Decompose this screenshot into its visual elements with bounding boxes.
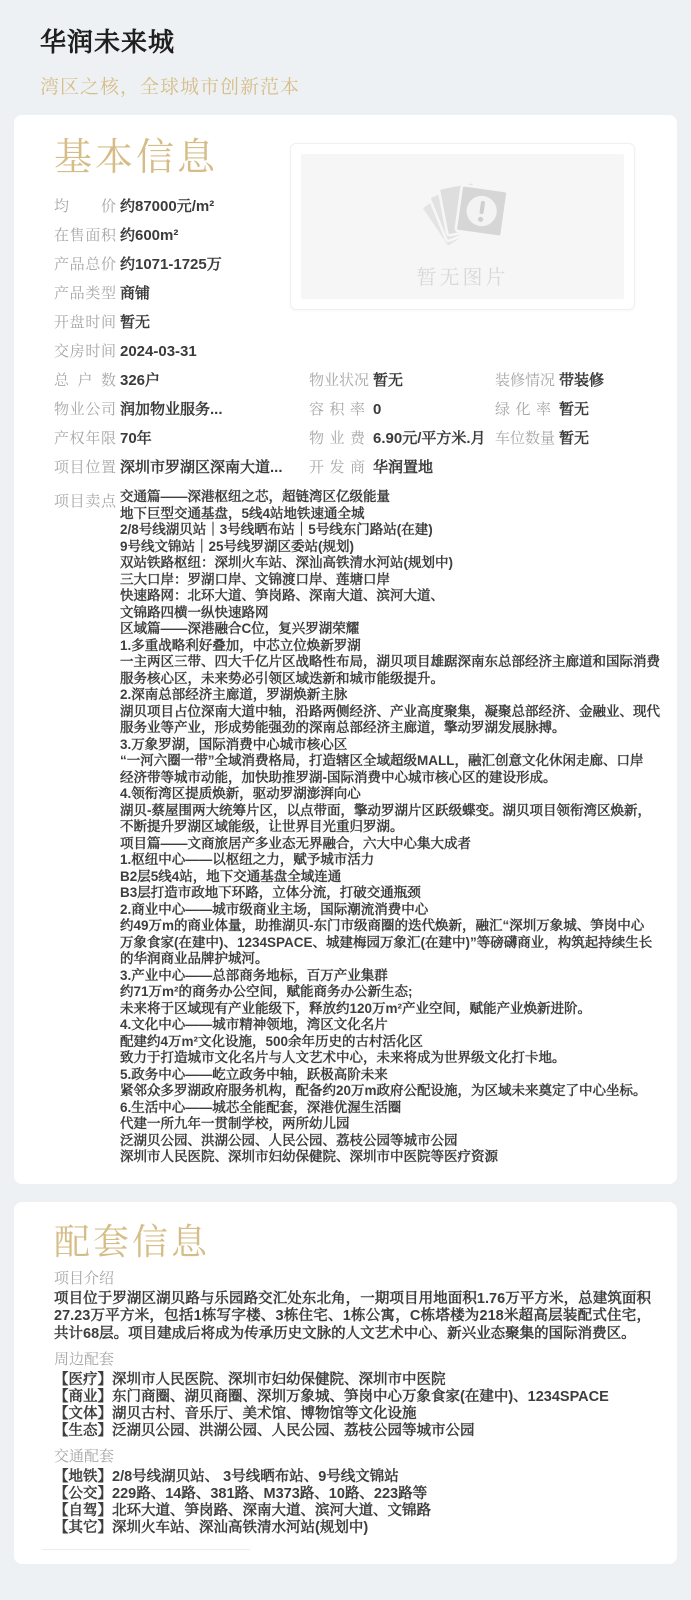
field-value: 约87000元/m² (120, 198, 215, 215)
field-grid-row (54, 369, 651, 398)
selling-point-line: 不断提升罗湖区域能级，让世界目光重归罗湖。 (120, 819, 404, 834)
selling-points-text (120, 489, 660, 1166)
selling-point-line: 5.政务中心——屹立政务中轴，跃极高阶未来 (120, 1066, 388, 1082)
field-label: 物业费 (309, 430, 365, 447)
selling-point-line: 4.领衔湾区提质焕新，驱动罗湖澎湃向心 (120, 786, 361, 801)
selling-point-line: 1.多重战略利好叠加，中芯立位焕新罗湖 (120, 637, 361, 653)
selling-point-line: 项目篇——文商旅居产多业态无界融合，六大中心集大成者 (120, 835, 471, 851)
field-cell (309, 456, 495, 485)
selling-point-line: 地下巨型交通基盘，5线4站地铁速通全城 (120, 505, 365, 521)
selling-point-line: 致力于打造城市文化名片与人文艺术中心，未来将成为世界级文化打卡地。 (120, 1050, 566, 1065)
selling-point-line: 万象食家(在建中)、1234SPACE、城建梅园万象汇(在建中)”等磅礴商业，构筑起持续生长 (120, 934, 653, 950)
field-label: 项目位置 (54, 459, 116, 476)
field-value: 商铺 (120, 285, 151, 302)
bottom-divider (42, 1549, 250, 1550)
field-cell (495, 398, 651, 427)
selling-point-line: 文锦路四横一纵快速路网 (120, 604, 269, 620)
field-value: 暂无 (559, 401, 590, 418)
selling-point-line: B2层5线4站，地下交通基盘全域连通 (120, 868, 342, 884)
image-placeholder-inner (301, 154, 624, 299)
field-label: 产品类型 (54, 285, 116, 302)
selling-point-line: 6.生活中心——城芯全能配套，深港优渥生活圈 (120, 1099, 402, 1115)
selling-point-line: 湖贝-蔡屋围两大统筹片区，以点带面，擎动罗湖片区跃级蝶变。湖贝项目领衔湾区焕新， (120, 802, 651, 818)
field-cell (54, 369, 309, 398)
traffic-label: 交通配套 (54, 1448, 115, 1465)
selling-point-line: 快速路网：北环大道、笋岗路、深南大道、滨河大道、 (120, 588, 444, 603)
field-cell (495, 427, 651, 456)
selling-point-line: 1.枢纽中心——以枢纽之力，赋予城市活力 (120, 852, 375, 867)
intro-text: 项目位于罗湖区湖贝路与乐园路交汇处东北角，一期项目用地面积1.76万平方米，总建筑面积27.23万平方米，包括1栋写字楼、3栋住宅、1栋公寓，C栋塔楼为218米超高层装配式住宅，共计68层。项目建成后将成为传承历史文脉的人文艺术中心、新兴业态聚集的国际消费区。 (54, 1290, 651, 1342)
selling-point-line: 2.深南总部经济主廊道，罗湖焕新主脉 (120, 687, 348, 702)
selling-point-line: 的华润商业品牌护城河。 (120, 951, 269, 966)
selling-point-line: 泛湖贝公园、洪湖公园、人民公园、荔枝公园等城市公园 (120, 1132, 458, 1148)
selling-point-line: 深圳市人民医院、深圳市妇幼保健院、深圳市中医院等医疗资源 (120, 1149, 498, 1164)
field-grid-row (54, 398, 651, 427)
traffic-item: 【公交】229路、14路、381路、M373路、10路、223路等 (54, 1486, 428, 1502)
selling-point-line: 经济带等城市动能，加快助推罗湖-国际消费中心城市核心区的建设形成。 (120, 769, 557, 785)
selling-point-line: 2/8号线湖贝站｜3号线晒布站｜5号线东门路站(在建) (120, 522, 433, 537)
selling-point-line: 3.万象罗湖，国际消费中心城市核心区 (120, 736, 348, 752)
selling-point-line: “一河六圈一带”全域消费格局，打造辖区全域超级MALL，融汇创意文化休闲走廊、口岸 (120, 753, 644, 768)
field-cell (309, 427, 495, 456)
selling-point-line: 约49万m的商业体量，助推湖贝-东门市级商圈的迭代焕新，融汇“深圳万象城、笋岗中心 (120, 918, 645, 933)
field-value: 6.90元/平方米.月 (373, 430, 486, 447)
selling-point-line: 未来将于区域现有产业能级下，释放约120万m²产业空间，赋能产业焕新进阶。 (120, 1000, 592, 1016)
nearby-item: 【生态】泛湖贝公园、洪湖公园、人民公园、荔枝公园等城市公园 (54, 1423, 475, 1439)
selling-point-line: 4.文化中心——城市精神领地，湾区文化名片 (120, 1017, 388, 1032)
field-cell (309, 369, 495, 398)
selling-point-line: 服务业等产业，形成势能强劲的深南总部经济主廊道，擎动罗湖发展脉搏。 (120, 720, 566, 735)
field-label: 物业公司 (54, 401, 116, 418)
selling-point-line: 代建一所九年一贯制学校，两所幼儿园 (120, 1116, 350, 1131)
field-value: 约1071-1725万 (120, 256, 222, 273)
field-label: 总户数 (54, 372, 116, 389)
selling-point-line: 紧邻众多罗湖政府服务机构，配备约20万m政府公配设施，为区域未来奠定了中心坐标。 (120, 1083, 647, 1098)
selling-points-row (54, 489, 660, 1166)
traffic-list (54, 1469, 651, 1537)
field-row (54, 311, 651, 340)
no-image-icon (405, 163, 521, 259)
field-value: 暂无 (120, 314, 151, 331)
selling-point-line: 区域篇——深港融合C位，复兴罗湖荣耀 (120, 621, 360, 636)
field-cell (495, 456, 651, 485)
field-cell (495, 369, 651, 398)
nearby-item: 【医疗】深圳市人民医院、深圳市妇幼保健院、深圳市中医院 (54, 1372, 446, 1388)
nearby-item: 【商业】东门商圈、湖贝商圈、深圳万象城、笋岗中心万象食家(在建中)、1234SPACE (54, 1389, 609, 1405)
selling-point-line: 3.产业中心——总部商务地标，百万产业集群 (120, 967, 388, 983)
basic-info-card (14, 115, 677, 1184)
field-cell (54, 398, 309, 427)
selling-point-line: 湖贝项目占位深南大道中轴，沿路两侧经济、产业高度聚集，凝聚总部经济、金融业、现代 (120, 703, 660, 719)
traffic-item: 【地铁】2/8号线湖贝站、 3号线晒布站、9号线文锦站 (54, 1469, 399, 1485)
field-label: 在售面积 (54, 227, 116, 244)
field-value: 约600m² (120, 227, 179, 244)
field-label: 开发商 (309, 459, 365, 476)
field-value: 带装修 (559, 372, 605, 389)
selling-point-line: 双站铁路枢纽：深圳火车站、深汕高铁清水河站(规划中) (120, 555, 453, 570)
field-cell (54, 427, 309, 456)
field-value: 暂无 (373, 372, 404, 389)
intro-label: 项目介绍 (54, 1269, 115, 1287)
traffic-item: 【其它】深圳火车站、深汕高铁清水河站(规划中) (54, 1520, 369, 1536)
field-label: 绿化率 (495, 401, 551, 418)
facilities-title: 配套信息 (54, 1220, 211, 1262)
field-value: 暂无 (559, 430, 590, 447)
field-value: 326户 (120, 372, 161, 389)
field-value: 华润置地 (373, 459, 434, 476)
field-label: 开盘时间 (54, 314, 116, 331)
nearby-item: 【文体】湖贝古村、音乐厅、美术馆、博物馆等文化设施 (54, 1406, 417, 1422)
field-cell (54, 456, 309, 485)
no-image-text: 暂无图片 (416, 267, 509, 289)
facilities-card (14, 1202, 677, 1565)
field-grid-row (54, 427, 651, 456)
selling-point-line: 一主两区三带、四大千亿片区战略性布局，湖贝项目雄踞深南东总部经济主廊道和国际消费 (120, 654, 660, 669)
field-value: 2024-03-31 (120, 343, 197, 360)
selling-point-line: B3层打造市政地下环路，立体分流，打破交通瓶颈 (120, 885, 421, 900)
field-label: 装修情况 (495, 372, 556, 389)
field-label: 产品总价 (54, 256, 116, 273)
selling-point-line: 配建约4万m²文化设施，500余年历史的古村活化区 (120, 1033, 424, 1049)
field-label: 均价 (54, 198, 116, 215)
field-value: 0 (373, 401, 382, 418)
selling-points-label: 项目卖点 (54, 493, 116, 510)
field-value: 70年 (120, 430, 152, 447)
traffic-item: 【自驾】北环大道、笋岗路、深南大道、滨河大道、文锦路 (54, 1503, 431, 1519)
field-label: 交房时间 (54, 343, 116, 360)
image-placeholder (290, 143, 635, 310)
basic-info-title: 基本信息 (54, 137, 219, 179)
field-value: 深圳市罗湖区深南大道... (120, 459, 283, 476)
fields-grid (54, 369, 651, 485)
field-label: 车位数量 (495, 430, 556, 447)
field-grid-row (54, 456, 651, 485)
selling-point-line: 9号线文锦站｜25号线罗湖区委站(规划) (120, 538, 355, 554)
selling-point-line: 2.商业中心——城市级商业主场，国际潮流消费中心 (120, 901, 429, 917)
page-header (0, 0, 691, 99)
field-cell (309, 398, 495, 427)
page-subtitle: 湾区之核，全球城市创新范本 (40, 77, 301, 98)
selling-point-line: 服务核心区，未来势必引领区域迭新和城市能级提升。 (120, 670, 444, 686)
field-value: 润加物业服务... (120, 401, 223, 418)
field-row (54, 340, 651, 369)
selling-point-line: 交通篇——深港枢纽之芯，超链湾区亿级能量 (120, 489, 390, 504)
selling-point-line: 三大口岸：罗湖口岸、文锦渡口岸、莲塘口岸 (120, 571, 390, 587)
page-title: 华润未来城 (40, 27, 176, 57)
field-label: 物业状况 (309, 372, 370, 389)
nearby-list (54, 1372, 651, 1440)
field-label: 产权年限 (54, 430, 116, 447)
nearby-label: 周边配套 (54, 1351, 115, 1368)
field-label: 容积率 (309, 401, 365, 418)
selling-point-line: 约71万m²的商务办公空间，赋能商务办公新生态; (120, 984, 413, 999)
